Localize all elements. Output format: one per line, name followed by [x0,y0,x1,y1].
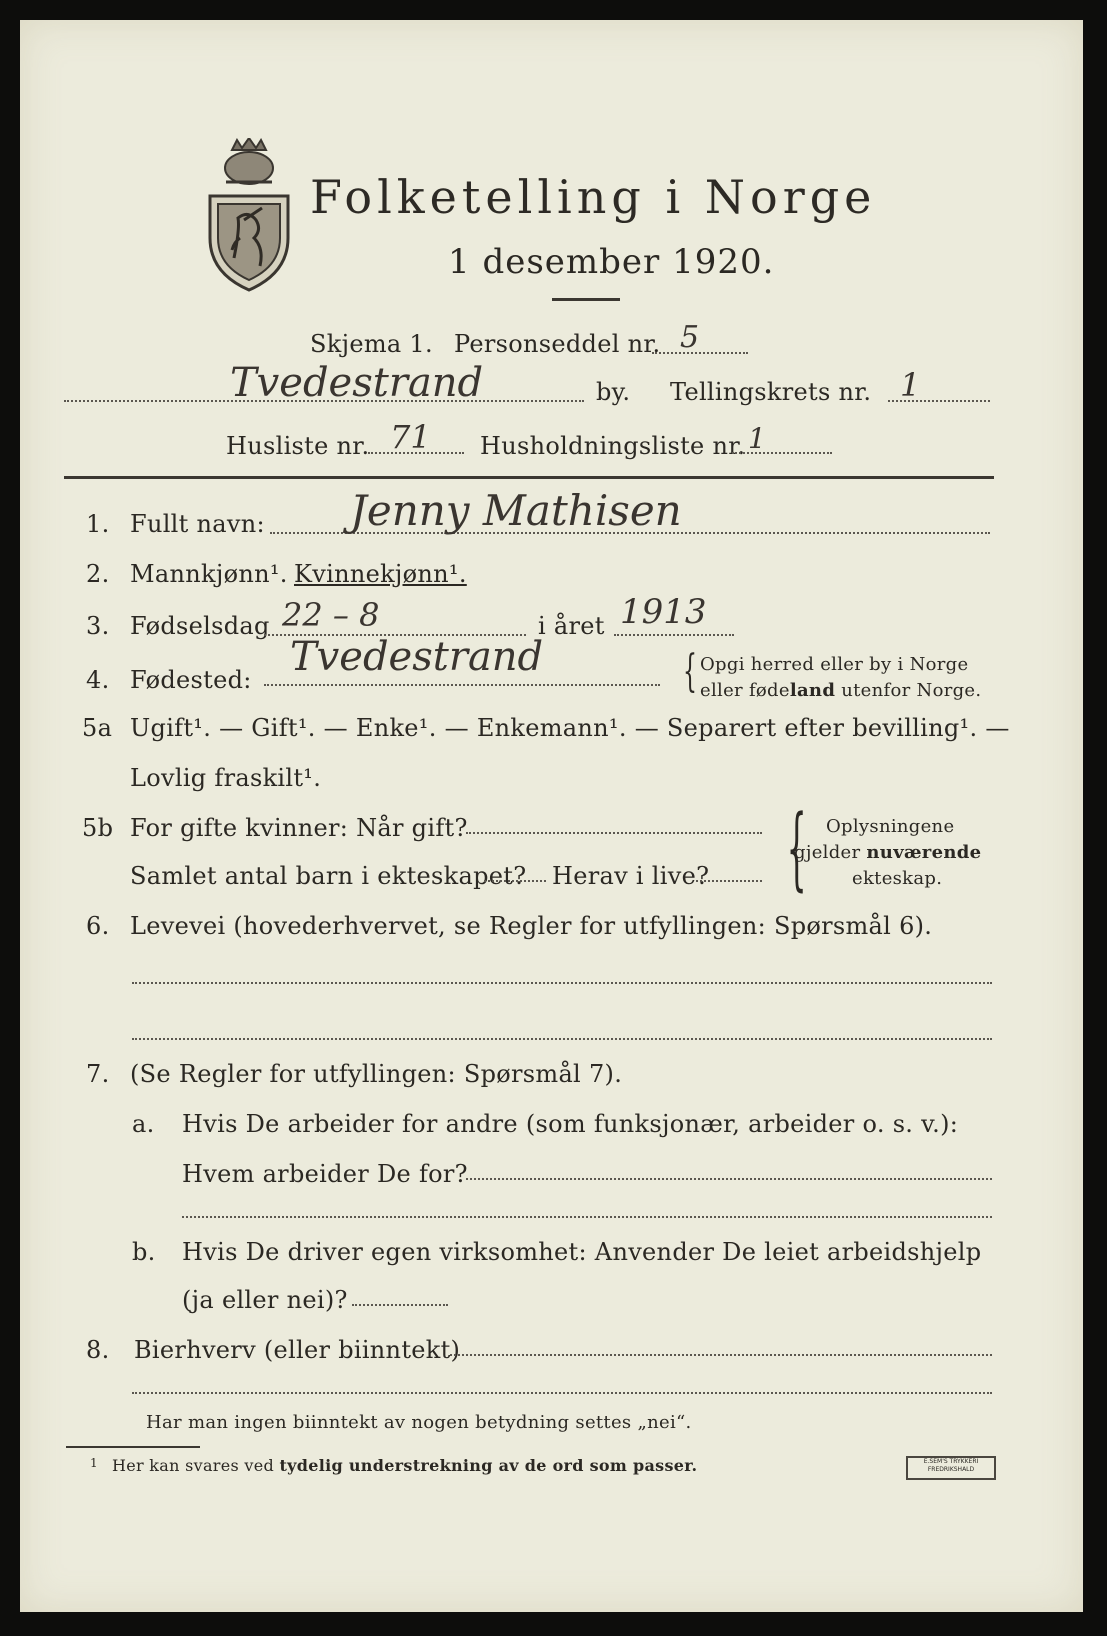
q3-year-label: i året [538,612,605,640]
q2-mann[interactable]: Mannkjønn¹. [130,560,288,588]
q2-number: 2. [86,560,110,588]
personseddel-value: 5 [680,320,700,355]
q5b-note3: ekteskap. [852,868,943,889]
q7b-yesno-field[interactable] [352,1304,448,1306]
q5b-note1: Oplysningene [826,816,955,837]
q7a-employer-field-2[interactable] [182,1216,992,1218]
q8-field-2[interactable] [132,1392,992,1394]
q3-number: 3. [86,612,110,640]
q7b-yesno-label: (ja eller nei)? [182,1286,348,1314]
q1-number: 1. [86,510,110,538]
q5b-brace: { [786,796,807,901]
q5b-children-field[interactable] [484,880,546,882]
q5b-married-field[interactable] [466,832,762,834]
header-divider [64,476,994,479]
q3-year-value: 1913 [620,592,707,632]
q5b-note2: gjelder nuværende [794,842,982,863]
footnote-number: 1 [90,1456,98,1470]
coat-of-arms-icon [204,138,294,293]
q5b-alive-field[interactable] [696,880,762,882]
footnote: $^1$ Her kan svares ved tydelig understrekning av de ord som passer. [90,1456,698,1475]
footer-note: Har man ingen biinntekt av nogen betydning settes „nei“. [146,1412,692,1433]
husholdning-label: Husholdningsliste nr. [480,432,746,460]
q3-day-value: 22 – 8 [282,596,380,634]
q6-label: Levevei (hovederhvervet, se Regler for utfyllingen: Spørsmål 6). [130,912,933,940]
q4-label: Fødested: [130,666,252,694]
title-divider [552,298,620,301]
q5b-children-label: Samlet antal barn i ekteskapet? [130,862,527,890]
husholdning-value: 1 [748,422,766,455]
q4-number: 4. [86,666,110,694]
footnote-divider [66,1446,200,1448]
q7-number: 7. [86,1060,110,1088]
printer-stamp: E.SEM'S TRYKKERI FREDRIKSHALD [906,1456,996,1480]
census-date: 1 desember 1920. [448,242,775,282]
q5b-alive-label: Herav i live? [552,862,710,890]
personseddel-label: Personseddel nr. [454,330,661,358]
q6-field-line2[interactable] [132,1038,992,1040]
husliste-value: 71 [390,418,431,456]
tellingskrets-label: Tellingskrets nr. [670,378,872,406]
q7b-letter: b. [132,1238,156,1266]
tellingskrets-value: 1 [900,366,921,404]
personseddel-field[interactable] [652,352,748,354]
q1-value: Jenny Mathisen [350,486,682,535]
q3-year-field[interactable] [614,634,734,636]
q7a-letter: a. [132,1110,155,1138]
q4-note2: eller fødeland utenfor Norge. [700,680,982,701]
q8-field[interactable] [450,1354,992,1356]
q4-brace: { [683,646,697,697]
skjema-label: Skjema 1. [310,330,433,358]
city-suffix: by. [596,378,631,406]
q5b-number: 5b [82,814,114,842]
q2-kvinne[interactable]: Kvinnekjønn¹. [294,560,467,588]
q5a-options-line2[interactable]: Lovlig fraskilt¹. [130,764,322,792]
q6-field-line1[interactable] [132,982,992,984]
q7a-employer-label: Hvem arbeider De for? [182,1160,468,1188]
q3-label: Fødselsdag [130,612,270,640]
husliste-label: Husliste nr. [226,432,370,460]
city-value: Tvedestrand [230,360,484,406]
q7-label: (Se Regler for utfyllingen: Spørsmål 7). [130,1060,623,1088]
q4-field[interactable] [264,684,660,686]
q5a-options[interactable]: Ugift¹. — Gift¹. — Enke¹. — Enkemann¹. — Separert efter bevilling¹. — [130,714,1010,742]
q6-number: 6. [86,912,110,940]
q7b-question: Hvis De driver egen virksomhet: Anvender De leiet arbeidshjelp [182,1238,982,1266]
q7a-question: Hvis De arbeider for andre (som funksjonær, arbeider o. s. v.): [182,1110,959,1138]
husholdning-field[interactable] [732,452,832,454]
q4-note1: Opgi herred eller by i Norge [700,654,969,675]
form-title: Folketelling i Norge [310,170,877,224]
q1-label: Fullt navn: [130,510,265,538]
census-form [20,20,1083,1612]
q5b-married-label: For gifte kvinner: Når gift? [130,814,468,842]
q7a-employer-field[interactable] [466,1178,992,1180]
q8-number: 8. [86,1336,110,1364]
q4-value: Tvedestrand [290,634,544,680]
q5a-number: 5a [82,714,113,742]
q8-label: Bierhverv (eller biinntekt) [134,1336,461,1364]
